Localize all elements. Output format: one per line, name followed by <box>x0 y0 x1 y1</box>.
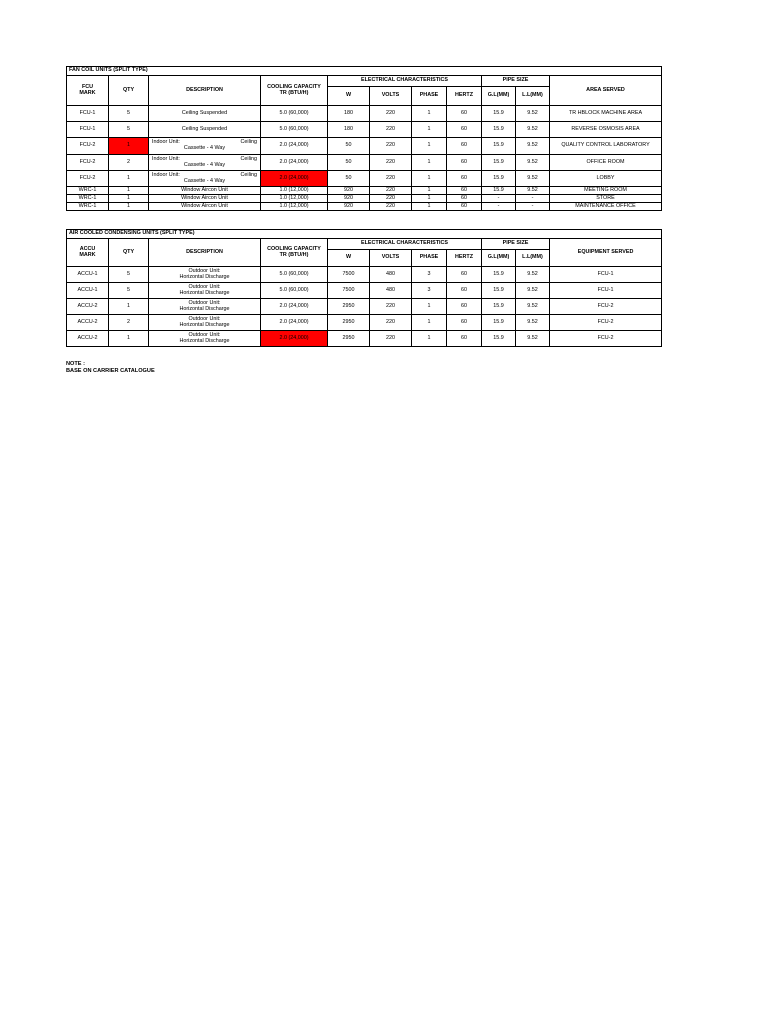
gas-line-size-cell: - <box>482 195 516 203</box>
description-label: Indoor Unit: <box>152 171 180 178</box>
volts-cell: 220 <box>370 315 412 331</box>
phase-cell: 1 <box>412 203 447 211</box>
qty-header: QTY <box>109 76 149 106</box>
description-label: Window Aircon Unit <box>181 186 228 193</box>
quantity-cell: 1 <box>109 138 149 155</box>
unit-mark-cell: FCU-2 <box>67 138 109 155</box>
gas-line-size-cell: 15.9 <box>482 283 516 299</box>
gas-line-header: G.L(MM) <box>482 87 516 106</box>
quantity-cell: 1 <box>109 203 149 211</box>
watts-cell: 920 <box>328 187 370 195</box>
volts-header: VOLTS <box>370 87 412 106</box>
volts-cell: 220 <box>370 106 412 122</box>
electrical-header: ELECTRICAL CHARACTERISTICS <box>328 239 482 250</box>
description-label: Indoor Unit: <box>152 139 180 146</box>
electrical-header: ELECTRICAL CHARACTERISTICS <box>328 76 482 87</box>
unit-mark-cell: FCU-2 <box>67 155 109 171</box>
description-cell <box>149 187 261 195</box>
table-row <box>67 138 662 155</box>
gas-line-size-cell: 15.9 <box>482 187 516 195</box>
description-mount: Ceiling <box>240 171 257 178</box>
phase-header: PHASE <box>412 87 447 106</box>
hertz-cell: 60 <box>447 138 482 155</box>
liquid-line-size-cell: 9.52 <box>516 122 550 138</box>
gas-line-size-cell: 15.9 <box>482 171 516 187</box>
unit-mark-cell: WRC-1 <box>67 195 109 203</box>
phase-cell: 1 <box>412 315 447 331</box>
volts-cell: 480 <box>370 267 412 283</box>
quantity-cell: 1 <box>109 187 149 195</box>
cooling-capacity-cell: 5.0 (60,000) <box>261 267 328 283</box>
liquid-line-size-cell: 9.52 <box>516 299 550 315</box>
table-row <box>67 315 662 331</box>
gas-line-size-cell: 15.9 <box>482 331 516 347</box>
hertz-header: HERTZ <box>447 250 482 267</box>
gas-line-size-cell: 15.9 <box>482 267 516 283</box>
capacity-header: COOLING CAPACITY TR (BTU/H) <box>261 76 328 106</box>
volts-cell: 220 <box>370 187 412 195</box>
table-row <box>67 155 662 171</box>
hertz-cell: 60 <box>447 155 482 171</box>
liquid-line-size-cell: - <box>516 195 550 203</box>
cooling-capacity-cell: 2.0 (24,000) <box>261 299 328 315</box>
cooling-capacity-cell: 1.0 (12,000) <box>261 187 328 195</box>
cooling-capacity-cell: 2.0 (24,000) <box>261 315 328 331</box>
table-row <box>67 122 662 138</box>
phase-cell: 3 <box>412 267 447 283</box>
unit-mark-cell: FCU-1 <box>67 122 109 138</box>
phase-cell: 1 <box>412 171 447 187</box>
liquid-line-size-cell: 9.52 <box>516 283 550 299</box>
equipment-served-header: EQUIPMENT SERVED <box>550 239 662 267</box>
equipment-served-cell: FCU-1 <box>550 267 662 283</box>
phase-cell: 1 <box>412 106 447 122</box>
area-served-cell: REVERSE OSMOSIS AREA <box>550 122 662 138</box>
liquid-line-size-cell: 9.52 <box>516 171 550 187</box>
volts-cell: 220 <box>370 171 412 187</box>
condensing-units-table <box>66 229 662 347</box>
watts-cell: 50 <box>328 138 370 155</box>
equipment-served-cell: FCU-2 <box>550 299 662 315</box>
liquid-line-size-cell: 9.52 <box>516 187 550 195</box>
watts-cell: 50 <box>328 171 370 187</box>
area-served-cell: MEETING ROOM <box>550 187 662 195</box>
hertz-cell: 60 <box>447 187 482 195</box>
description-label: Ceiling Suspended <box>181 125 228 132</box>
description-label: Outdoor Unit: <box>188 299 221 306</box>
volts-cell: 220 <box>370 138 412 155</box>
description-label: Outdoor Unit: <box>188 267 221 274</box>
phase-cell: 1 <box>412 155 447 171</box>
unit-mark-cell: FCU-1 <box>67 106 109 122</box>
phase-cell: 1 <box>412 187 447 195</box>
mark-header: ACCU MARK <box>67 239 109 267</box>
watts-cell: 2950 <box>328 315 370 331</box>
table-row <box>67 267 662 283</box>
qty-header: QTY <box>109 239 149 267</box>
description-detail: Horizontal Discharge <box>179 321 230 328</box>
description-cell <box>149 283 261 299</box>
description-cell <box>149 299 261 315</box>
cooling-capacity-cell: 5.0 (60,000) <box>261 106 328 122</box>
hertz-cell: 60 <box>447 283 482 299</box>
quantity-cell: 5 <box>109 267 149 283</box>
description-cell <box>149 331 261 347</box>
description-cell <box>149 122 261 138</box>
pipe-size-header: PIPE SIZE <box>482 76 550 87</box>
phase-cell: 1 <box>412 299 447 315</box>
liquid-line-header: L.L(MM) <box>516 250 550 267</box>
equipment-served-cell: FCU-2 <box>550 315 662 331</box>
unit-mark-cell: ACCU-1 <box>67 267 109 283</box>
description-label: Window Aircon Unit <box>181 202 228 209</box>
cooling-capacity-cell: 2.0 (24,000) <box>261 331 328 347</box>
quantity-cell: 1 <box>109 299 149 315</box>
mark-header: FCU MARK <box>67 76 109 106</box>
unit-mark-cell: ACCU-2 <box>67 331 109 347</box>
quantity-cell: 5 <box>109 122 149 138</box>
watts-cell: 50 <box>328 155 370 171</box>
liquid-line-header: L.L(MM) <box>516 87 550 106</box>
hertz-cell: 60 <box>447 106 482 122</box>
description-label: Window Aircon Unit <box>181 194 228 201</box>
pipe-size-header: PIPE SIZE <box>482 239 550 250</box>
description-cell <box>149 267 261 283</box>
description-cell <box>149 155 261 171</box>
description-cell <box>149 171 261 187</box>
cooling-capacity-cell: 2.0 (24,000) <box>261 138 328 155</box>
description-header: DESCRIPTION <box>149 76 261 106</box>
description-detail: Cassette - 4 Way <box>183 177 226 184</box>
liquid-line-size-cell: 9.52 <box>516 331 550 347</box>
volts-header: VOLTS <box>370 250 412 267</box>
description-detail: Horizontal Discharge <box>179 337 230 344</box>
volts-cell: 220 <box>370 195 412 203</box>
description-cell <box>149 195 261 203</box>
cooling-capacity-cell: 2.0 (24,000) <box>261 155 328 171</box>
watts-cell: 920 <box>328 195 370 203</box>
table-row <box>67 331 662 347</box>
description-label: Outdoor Unit: <box>188 331 221 338</box>
accu-table-title: AIR COOLED CONDENSING UNITS (SPLIT TYPE) <box>67 230 662 239</box>
gas-line-size-cell: - <box>482 203 516 211</box>
equipment-served-cell: FCU-1 <box>550 283 662 299</box>
table-row <box>67 203 662 211</box>
description-label: Indoor Unit: <box>152 155 180 162</box>
quantity-cell: 5 <box>109 283 149 299</box>
quantity-cell: 1 <box>109 331 149 347</box>
phase-cell: 3 <box>412 283 447 299</box>
area-served-cell: STORE <box>550 195 662 203</box>
equipment-served-cell: FCU-2 <box>550 331 662 347</box>
description-header: DESCRIPTION <box>149 239 261 267</box>
watts-cell: 2950 <box>328 331 370 347</box>
note-text: BASE ON CARRIER CATALOGUE <box>66 368 155 374</box>
hertz-cell: 60 <box>447 122 482 138</box>
cooling-capacity-cell: 1.0 (12,000) <box>261 203 328 211</box>
watts-cell: 180 <box>328 106 370 122</box>
cooling-capacity-cell: 1.0 (12,000) <box>261 195 328 203</box>
gas-line-header: G.L(MM) <box>482 250 516 267</box>
description-label: Ceiling Suspended <box>181 109 228 116</box>
hertz-cell: 60 <box>447 331 482 347</box>
volts-cell: 220 <box>370 331 412 347</box>
quantity-cell: 2 <box>109 315 149 331</box>
fan-coil-units-table <box>66 66 662 211</box>
watts-cell: 180 <box>328 122 370 138</box>
note-heading: NOTE : <box>66 361 85 367</box>
liquid-line-size-cell: 9.52 <box>516 155 550 171</box>
table-row <box>67 299 662 315</box>
description-detail: Cassette - 4 Way <box>183 145 226 151</box>
table-row <box>67 106 662 122</box>
description-cell <box>149 203 261 211</box>
area-served-cell: TR HBLOCK MACHINE AREA <box>550 106 662 122</box>
phase-header: PHASE <box>412 250 447 267</box>
gas-line-size-cell: 15.9 <box>482 122 516 138</box>
cooling-capacity-cell: 5.0 (60,000) <box>261 283 328 299</box>
volts-cell: 220 <box>370 122 412 138</box>
area-served-cell: OFFICE ROOM <box>550 155 662 171</box>
table-row <box>67 187 662 195</box>
phase-cell: 1 <box>412 331 447 347</box>
area-served-header: AREA SERVED <box>550 76 662 106</box>
watts-header: W <box>328 87 370 106</box>
liquid-line-size-cell: 9.52 <box>516 315 550 331</box>
quantity-cell: 1 <box>109 195 149 203</box>
gas-line-size-cell: 15.9 <box>482 106 516 122</box>
description-cell <box>149 138 261 155</box>
table-row <box>67 283 662 299</box>
phase-cell: 1 <box>412 122 447 138</box>
hertz-cell: 60 <box>447 299 482 315</box>
capacity-header: COOLING CAPACITY TR (BTU/H) <box>261 239 328 267</box>
gas-line-size-cell: 15.9 <box>482 315 516 331</box>
description-label: Outdoor Unit: <box>188 283 221 290</box>
quantity-cell: 1 <box>109 171 149 187</box>
watts-header: W <box>328 250 370 267</box>
fcu-table-title: FAN COIL UNITS (SPLIT TYPE) <box>67 67 662 76</box>
cooling-capacity-cell: 2.0 (24,000) <box>261 171 328 187</box>
hertz-header: HERTZ <box>447 87 482 106</box>
unit-mark-cell: ACCU-2 <box>67 299 109 315</box>
quantity-cell: 2 <box>109 155 149 171</box>
area-served-cell: LOBBY <box>550 171 662 187</box>
watts-cell: 7500 <box>328 283 370 299</box>
description-cell <box>149 106 261 122</box>
unit-mark-cell: WRC-1 <box>67 187 109 195</box>
description-detail: Horizontal Discharge <box>179 305 230 312</box>
table-row <box>67 195 662 203</box>
unit-mark-cell: ACCU-1 <box>67 283 109 299</box>
unit-mark-cell: FCU-2 <box>67 171 109 187</box>
description-label: Outdoor Unit: <box>188 315 221 322</box>
gas-line-size-cell: 15.9 <box>482 155 516 171</box>
quantity-cell: 5 <box>109 106 149 122</box>
hertz-cell: 60 <box>447 267 482 283</box>
hertz-cell: 60 <box>447 203 482 211</box>
watts-cell: 7500 <box>328 267 370 283</box>
volts-cell: 480 <box>370 283 412 299</box>
liquid-line-size-cell: - <box>516 203 550 211</box>
liquid-line-size-cell: 9.52 <box>516 106 550 122</box>
liquid-line-size-cell: 9.52 <box>516 267 550 283</box>
description-detail: Horizontal Discharge <box>179 273 230 280</box>
gas-line-size-cell: 15.9 <box>482 138 516 155</box>
description-detail: Horizontal Discharge <box>179 289 230 296</box>
unit-mark-cell: ACCU-2 <box>67 315 109 331</box>
description-mount: Ceiling <box>240 139 257 146</box>
phase-cell: 1 <box>412 138 447 155</box>
phase-cell: 1 <box>412 195 447 203</box>
hertz-cell: 60 <box>447 315 482 331</box>
volts-cell: 220 <box>370 203 412 211</box>
table-row <box>67 171 662 187</box>
description-mount: Ceiling <box>240 155 257 162</box>
watts-cell: 920 <box>328 203 370 211</box>
watts-cell: 2950 <box>328 299 370 315</box>
hertz-cell: 60 <box>447 195 482 203</box>
volts-cell: 220 <box>370 155 412 171</box>
unit-mark-cell: WRC-1 <box>67 203 109 211</box>
area-served-cell: MAINTENANCE OFFICE <box>550 203 662 211</box>
area-served-cell: QUALITY CONTROL LABORATORY <box>550 138 662 155</box>
liquid-line-size-cell: 9.52 <box>516 138 550 155</box>
cooling-capacity-cell: 5.0 (60,000) <box>261 122 328 138</box>
volts-cell: 220 <box>370 299 412 315</box>
description-detail: Cassette - 4 Way <box>183 161 226 168</box>
description-cell <box>149 315 261 331</box>
hertz-cell: 60 <box>447 171 482 187</box>
gas-line-size-cell: 15.9 <box>482 299 516 315</box>
